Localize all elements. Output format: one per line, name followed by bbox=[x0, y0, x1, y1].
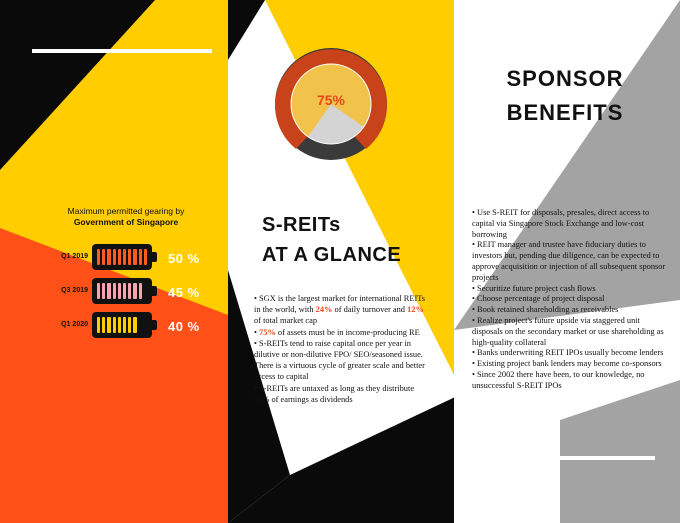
bullet-text: of assets must be in income-producing RE bbox=[275, 327, 420, 337]
bullet-item bbox=[254, 293, 426, 327]
battery-cell bbox=[107, 317, 110, 333]
benefit-item: • Choose percentage of project disposal bbox=[472, 294, 605, 304]
battery-cell bbox=[97, 317, 100, 333]
battery-cell bbox=[97, 249, 100, 265]
right-divider-bar bbox=[475, 456, 655, 460]
battery-value: 40 % bbox=[168, 319, 200, 334]
bullet-text: of total market cap bbox=[254, 316, 318, 326]
bullet-text: • S-REITs tend to raise capital once per year in dilutive or non-dilutive FPO/ SEO/seasoned issue. There is a virtuous cycle of greater scale and better access to capital bbox=[254, 338, 425, 382]
battery-cell bbox=[139, 283, 142, 299]
bullet-highlight: 24% bbox=[315, 305, 333, 315]
battery-cell bbox=[102, 249, 105, 265]
battery-cap bbox=[152, 252, 157, 262]
sreits-title-line2: AT A GLANCE bbox=[262, 244, 402, 266]
battery-icon bbox=[92, 244, 152, 270]
battery-cell bbox=[97, 283, 100, 299]
battery-cell bbox=[139, 317, 142, 333]
sponsor-title-line2: BENEFITS bbox=[506, 100, 624, 125]
bullet-item bbox=[254, 327, 426, 338]
battery-icon bbox=[92, 312, 152, 338]
bullet-highlight: 75% bbox=[259, 327, 276, 337]
bullet-highlight: 12% bbox=[407, 305, 424, 315]
battery-cell bbox=[118, 283, 121, 299]
battery-label: Q1 2020 bbox=[61, 321, 88, 328]
benefit-item: • Existing project bank lenders may become co-sponsors bbox=[472, 359, 662, 369]
sponsor-benefits-list bbox=[472, 208, 668, 392]
battery-cell bbox=[107, 283, 110, 299]
battery-value: 45 % bbox=[168, 285, 200, 300]
battery-cell bbox=[133, 283, 136, 299]
battery-cell bbox=[139, 249, 142, 265]
battery-cell bbox=[102, 283, 105, 299]
battery-cell bbox=[123, 283, 126, 299]
benefit-item: • Banks underwriting REIT IPOs usually become lenders bbox=[472, 348, 664, 358]
battery-label: Q1 2019 bbox=[61, 253, 88, 260]
battery-value: 50 % bbox=[168, 251, 200, 266]
left-divider-bar bbox=[32, 49, 212, 53]
sreits-title bbox=[262, 210, 422, 270]
battery-row-q1-2019 bbox=[40, 244, 230, 272]
battery-cell bbox=[118, 317, 121, 333]
gearing-caption-line1: Maximum permitted gearing by bbox=[67, 206, 185, 216]
battery-cell bbox=[144, 249, 147, 265]
battery-label: Q3 2019 bbox=[61, 287, 88, 294]
battery-cell bbox=[102, 317, 105, 333]
battery-cell bbox=[144, 283, 147, 299]
battery-cell bbox=[113, 283, 116, 299]
gearing-caption-line2: Government of Singapore bbox=[73, 217, 179, 227]
bullet-text: of daily turnover and bbox=[332, 305, 408, 315]
bullet-item bbox=[254, 383, 426, 405]
benefit-item: • Since 2002 there have been, to our knowledge, no unsuccessful S-REIT IPOs bbox=[472, 369, 645, 390]
battery-cell bbox=[123, 317, 126, 333]
sreits-title-line1: S-REITs bbox=[262, 214, 341, 236]
battery-cell bbox=[113, 249, 116, 265]
benefit-item: • Book retained shareholding as receivables bbox=[472, 305, 619, 315]
sponsor-title-line1: SPONSOR bbox=[506, 66, 624, 91]
bullet-text: • SGX is the largest market for international REITs in the world, with bbox=[254, 294, 426, 315]
battery-cell bbox=[113, 317, 116, 333]
battery-cell bbox=[133, 317, 136, 333]
benefit-item: • REIT manager and trustee have fiduciary duties to investors but, pending due diligence, can be expected to approve acquisition or injection of all subsequent sponsor projects bbox=[472, 240, 666, 282]
battery-cell bbox=[128, 249, 131, 265]
battery-row-q1-2020 bbox=[40, 312, 230, 340]
battery-cell bbox=[128, 283, 131, 299]
bullet-item bbox=[254, 338, 426, 383]
battery-cell bbox=[144, 317, 147, 333]
bullet-text: • S-REITs are untaxed as long as they distribute 90% of earnings as dividends bbox=[254, 383, 415, 404]
bullet-text: • bbox=[254, 327, 260, 337]
battery-cell bbox=[133, 249, 136, 265]
benefit-item: • Use S-REIT for disposals, presales, direct access to capital via Singapore Stock Exchange and low-cost borrowing bbox=[472, 208, 650, 239]
gauge-percent-label: 75% bbox=[316, 92, 346, 108]
benefit-item: • Securitize future project cash flows bbox=[472, 283, 596, 293]
battery-cell bbox=[107, 249, 110, 265]
battery-cap bbox=[152, 320, 157, 330]
gearing-caption bbox=[50, 206, 202, 228]
sponsor-benefits-title bbox=[480, 62, 650, 130]
battery-row-q3-2019 bbox=[40, 278, 230, 306]
battery-cell bbox=[123, 249, 126, 265]
battery-cap bbox=[152, 286, 157, 296]
sreits-bullet-list bbox=[254, 293, 426, 405]
battery-cell bbox=[128, 317, 131, 333]
battery-cell bbox=[118, 249, 121, 265]
benefit-item: • Realize project's future upside via staggered unit disposals on the secondary market or use shareholding as high-quality collateral bbox=[472, 315, 664, 347]
battery-icon bbox=[92, 278, 152, 304]
